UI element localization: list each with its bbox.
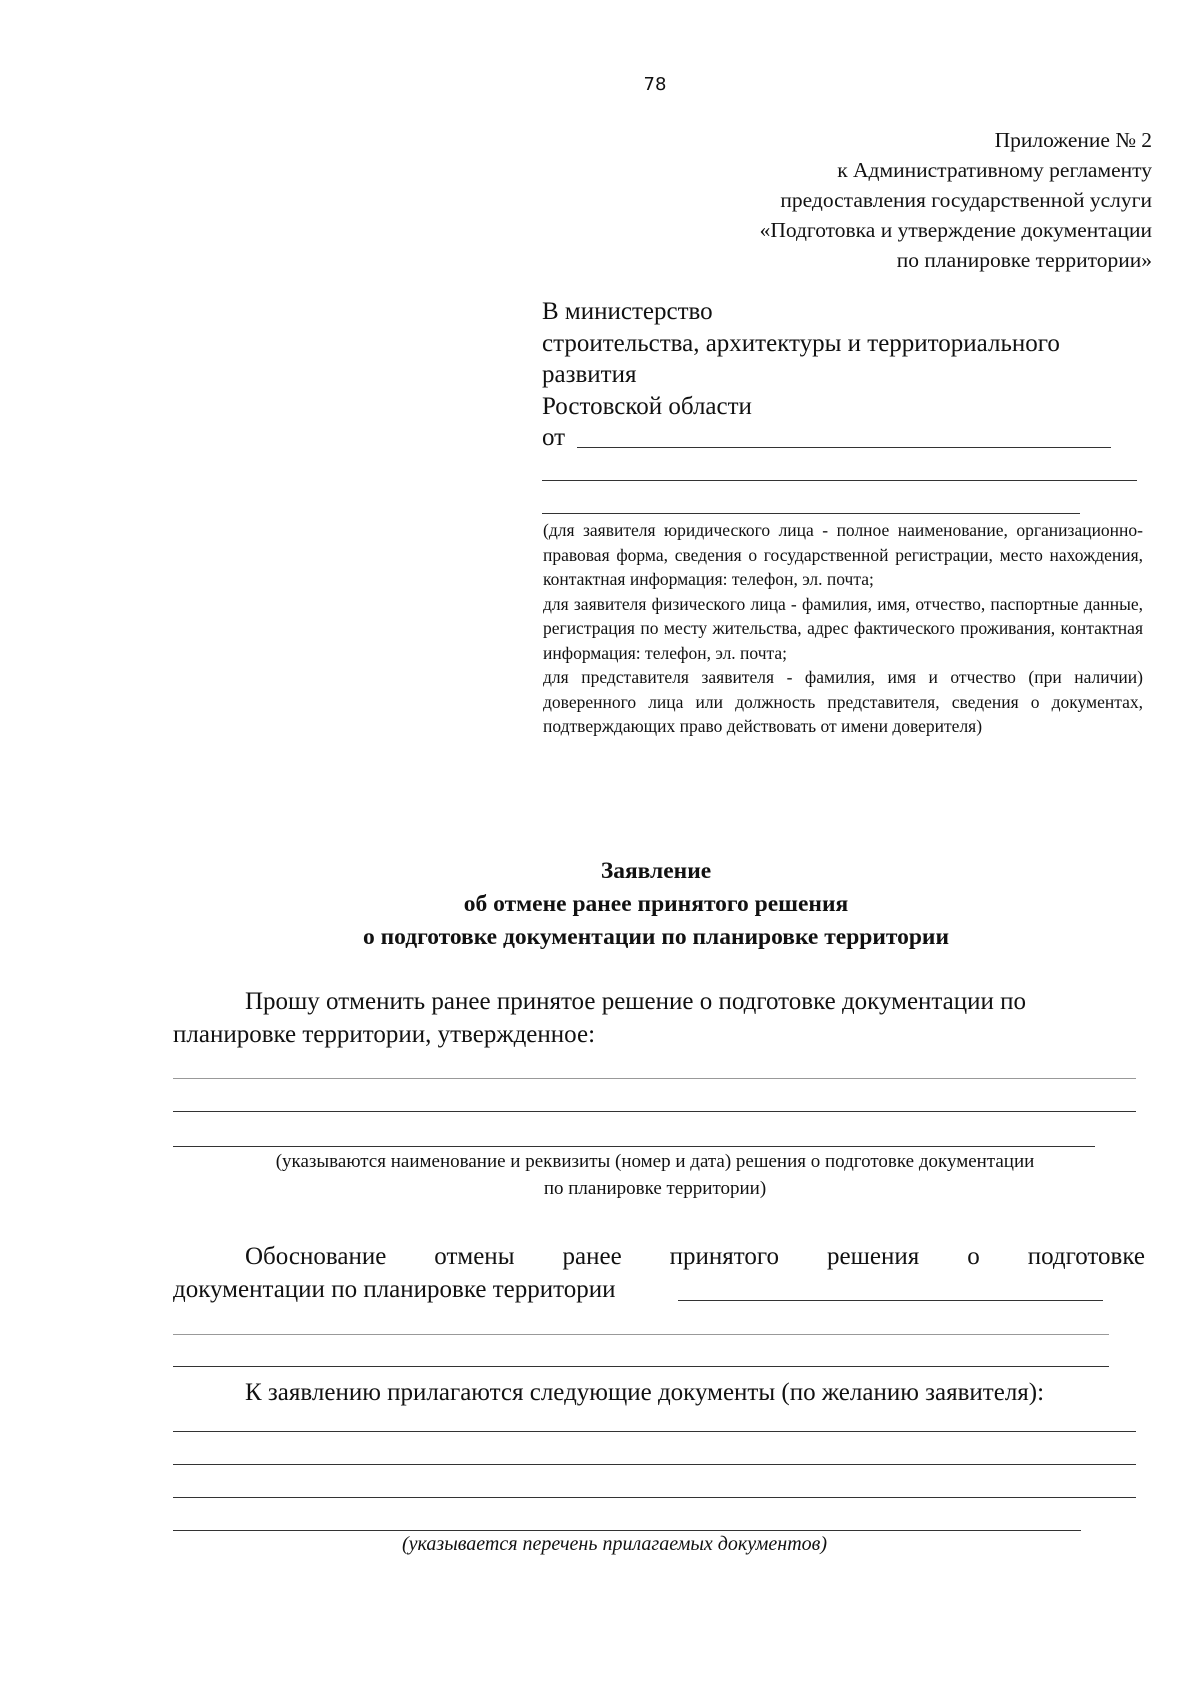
decision-hint xyxy=(160,1148,1150,1202)
word: подготовке xyxy=(1027,1243,1145,1270)
word: Обоснование xyxy=(245,1243,387,1270)
title-line: Заявление xyxy=(600,858,712,884)
appendix-line: «Подготовка и утверждение документации xyxy=(759,218,1152,242)
from-label: от xyxy=(542,424,566,451)
justification-fill-line[interactable] xyxy=(173,1334,1109,1335)
title-line: об отмене ранее принятого решения xyxy=(463,891,849,917)
justification-paragraph xyxy=(173,1240,1145,1306)
appendix-line: Приложение № 2 xyxy=(994,128,1152,152)
addressee-block xyxy=(542,296,1060,454)
decision-fill-line[interactable] xyxy=(173,1111,1136,1112)
note-paragraph: для заявителя физического лица - фамилия, имя, отчество, паспортные данные, регистрация по месту жительства, адрес фактического проживания, контактная информация: телефон, эл. почта; xyxy=(543,593,1143,663)
title-line: о подготовке документации по планировке территории xyxy=(362,924,950,950)
justification-line: документации по планировке территории xyxy=(173,1276,616,1303)
justification-fill-line[interactable] xyxy=(173,1366,1109,1367)
justification-fill-line[interactable] xyxy=(678,1300,1103,1301)
appendix-line: по планировке территории» xyxy=(896,248,1152,272)
page-number: 78 xyxy=(643,74,667,95)
hint-line: (указываются наименование и реквизиты (номер и дата) решения о подготовке документации xyxy=(275,1151,1035,1172)
attachment-fill-line[interactable] xyxy=(173,1530,1081,1531)
from-fill-line[interactable] xyxy=(577,447,1111,448)
attachment-fill-line[interactable] xyxy=(173,1431,1136,1432)
addressee-line: Ростовской области xyxy=(542,392,752,420)
attachments-hint: (указывается перечень прилагаемых документов) xyxy=(402,1533,827,1555)
word: отмены xyxy=(434,1243,515,1270)
addressee-line: развития xyxy=(542,361,637,388)
justification-line xyxy=(173,1240,1145,1273)
addressee-line: В министерство xyxy=(542,298,713,325)
word: о xyxy=(967,1243,980,1270)
document-title xyxy=(0,855,1200,954)
word: принятого xyxy=(669,1243,780,1270)
hint-line: по планировке территории) xyxy=(543,1178,767,1199)
request-line: Прошу отменить ранее принятое решение о подготовке документации по xyxy=(245,988,1027,1015)
applicant-instructions xyxy=(543,518,1143,739)
request-line: планировке территории, утвержденное: xyxy=(173,1021,596,1048)
decision-fill-line[interactable] xyxy=(173,1078,1136,1079)
word: ранее xyxy=(562,1243,622,1270)
attachment-fill-line[interactable] xyxy=(173,1497,1136,1498)
note-paragraph: (для заявителя юридического лица - полное наименование, организационно-правовая форма, сведения о государственной регистрации, место нахождения, контактная информация: телефон, эл. почта; xyxy=(543,520,1143,589)
appendix-line: предоставления государственной услуги xyxy=(780,188,1152,212)
attachments-paragraph: К заявлению прилагаются следующие документы (по желанию заявителя): xyxy=(245,1379,1045,1406)
word: решения xyxy=(827,1243,920,1270)
addressee-line: строительства, архитектуры и территориального xyxy=(542,329,1060,357)
attachment-fill-line[interactable] xyxy=(173,1464,1136,1465)
request-paragraph xyxy=(173,985,1145,1051)
appendix-header xyxy=(760,125,1152,275)
applicant-fill-line[interactable] xyxy=(542,480,1137,481)
applicant-fill-line[interactable] xyxy=(542,513,1080,514)
appendix-line: к Административному регламенту xyxy=(837,158,1152,182)
note-paragraph: для представителя заявителя - фамилия, имя и отчество (при наличии) доверенного лица или должность представителя, сведения о документах, подтверждающих право действовать от имени доверителя) xyxy=(543,667,1143,736)
decision-fill-line[interactable] xyxy=(173,1146,1095,1147)
